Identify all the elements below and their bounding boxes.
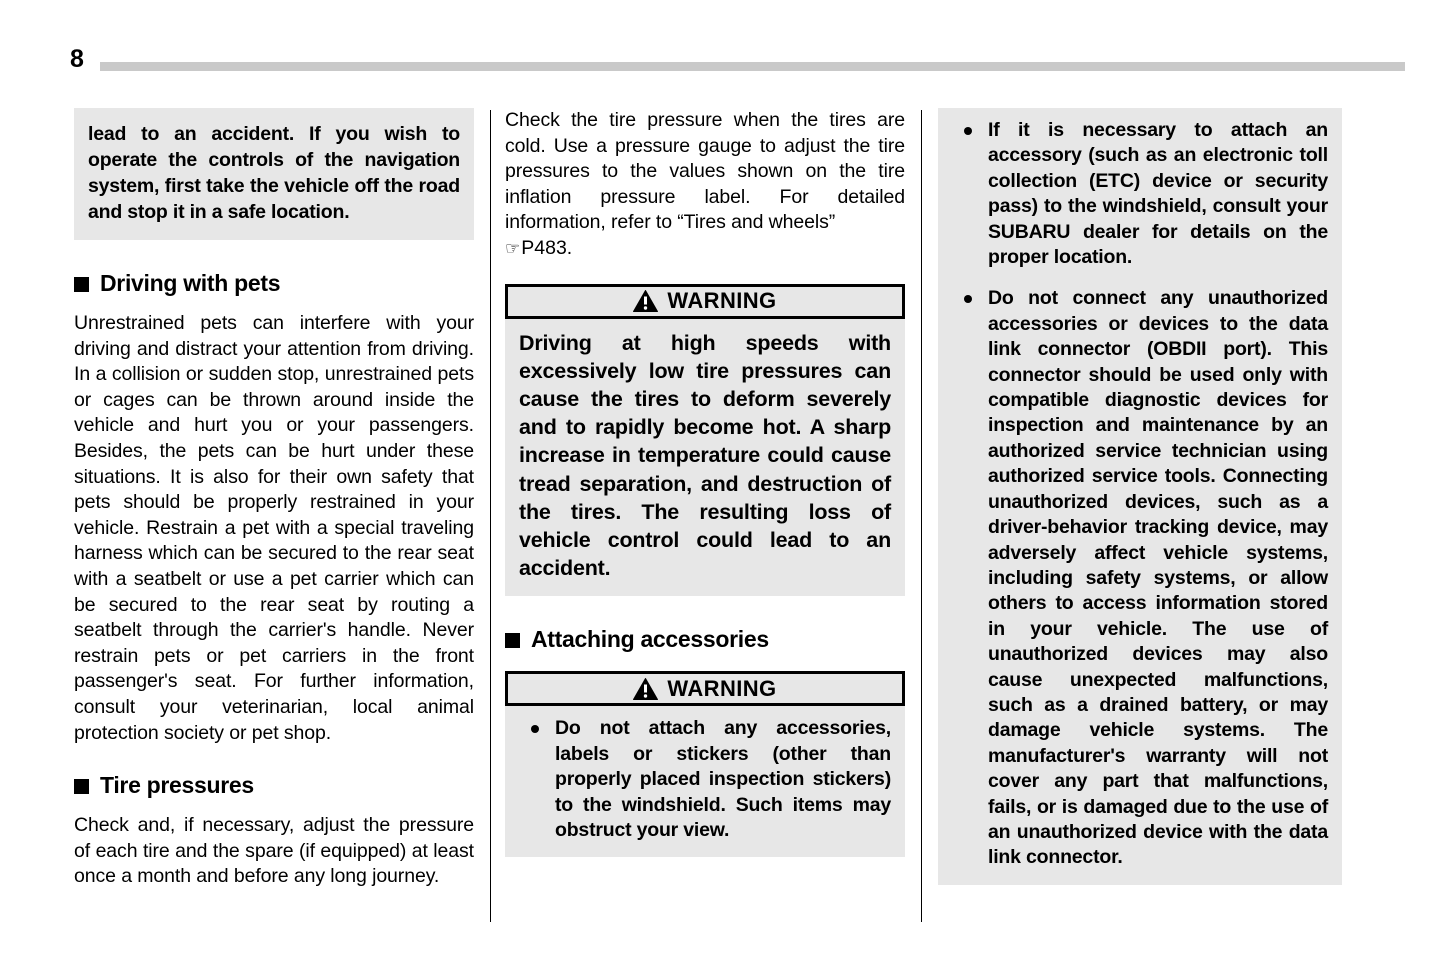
cross-reference-page: P483. xyxy=(521,236,573,259)
right-column xyxy=(938,108,1342,885)
cross-reference xyxy=(505,236,905,262)
pointing-hand-icon: ☞ xyxy=(505,238,521,258)
heading-tire-pressures xyxy=(74,772,474,799)
list-item: Do not attach any accessories, labels or stickers (other than properly placed inspection stickers) to the windshield. Such items may obstruct your view. xyxy=(519,716,891,843)
warning-body-1 xyxy=(505,319,905,597)
column-divider-right xyxy=(921,110,922,922)
warning-body-continued xyxy=(938,108,1342,885)
warning-label-1: WARNING xyxy=(667,288,777,314)
note-box-continued xyxy=(74,108,474,240)
heading-attaching-accessories xyxy=(505,626,905,653)
warning-bullet-list-continued xyxy=(952,118,1328,871)
warning-text-1: Driving at high speeds with excessively low tire pressures can cause the tires to deform severely and to rapidly become hot. A sharp increase in temperature could cause tread separation, and destruction of the tires. The resulting loss of vehicle control could lead to an accident. xyxy=(519,330,891,581)
paragraph-tire-pressures: Check and, if necessary, adjust the pressure of each tire and the spare (if equipped) at least once a month and before any long journey. xyxy=(74,814,474,888)
warning-body-2 xyxy=(505,706,905,857)
heading-tire-pressures-label: Tire pressures xyxy=(100,772,254,799)
list-item: Do not connect any unauthorized accessories or devices to the data link connector (OBDII port). This connector should be used only with compatible diagnostic devices for inspection and maintenance by an authorized service technician using authorized service tools. Connecting unauthorized devices, such as a driver-behavior tracking device, may adversely affect vehicle systems, including safety systems, or allow others to access information stored in your vehicle. The use of unauthorized devices may also cause unexpected malfunctions, such as a drained battery, or may damage vehicle systems. The manufacturer's warranty will not cover any part that malfunctions, fails, or is damaged due to the use of an unauthorized device with the data link connector. xyxy=(952,286,1328,870)
page-number: 8 xyxy=(70,45,84,73)
warning-triangle-icon xyxy=(633,290,658,312)
warning-bullet-list-2 xyxy=(519,716,891,843)
middle-column xyxy=(505,108,905,857)
note-box-text: lead to an accident. If you wish to operate the controls of the navigation system, first take the vehicle off the road and stop it in a safe location. xyxy=(88,123,460,223)
list-item: If it is necessary to attach an accessory (such as an electronic toll collection (ETC) device or security pass) to the windshield, consult your SUBARU dealer for details on the proper location. xyxy=(952,118,1328,270)
paragraph-tire-pressure-intro: Check the tire pressure when the tires are cold. Use a pressure gauge to adjust the tire pressures to the values shown on the tire inflation pressure label. For detailed information, refer to “Tires and wheels” xyxy=(505,109,905,234)
warning-triangle-icon xyxy=(633,678,658,700)
header-rule xyxy=(100,62,1405,71)
warning-header-bar-1 xyxy=(505,284,905,319)
heading-attaching-accessories-label: Attaching accessories xyxy=(531,626,769,653)
square-bullet-icon xyxy=(74,277,89,292)
page-columns xyxy=(0,108,1445,928)
warning-header-bar-2 xyxy=(505,671,905,706)
heading-driving-with-pets xyxy=(74,270,474,297)
heading-driving-with-pets-label: Driving with pets xyxy=(100,270,281,296)
column-divider-left xyxy=(490,110,491,922)
warning-label-2: WARNING xyxy=(667,675,777,701)
square-bullet-icon xyxy=(505,633,520,648)
square-bullet-icon xyxy=(74,779,89,794)
page-header xyxy=(0,44,1445,86)
left-column xyxy=(74,108,474,890)
paragraph-driving-with-pets: Unrestrained pets can interfere with your driving and distract your attention from driving. In a collision or sudden stop, unrestrained pets or cages can be thrown around inside the vehicle and hurt you or your passengers. Besides, the pets can be hurt under these situations. It is also for their own safety that pets should be properly restrained in your vehicle. Restrain a pet with a special traveling harness which can be secured to the rear seat with a seatbelt or use a pet carrier which can be secured to the rear seat by routing a seatbelt through the carrier's handle. Never restrain pets or pet carriers in the front passenger's seat. For further information, consult your veterinarian, local animal protection society or pet shop. xyxy=(74,312,474,744)
